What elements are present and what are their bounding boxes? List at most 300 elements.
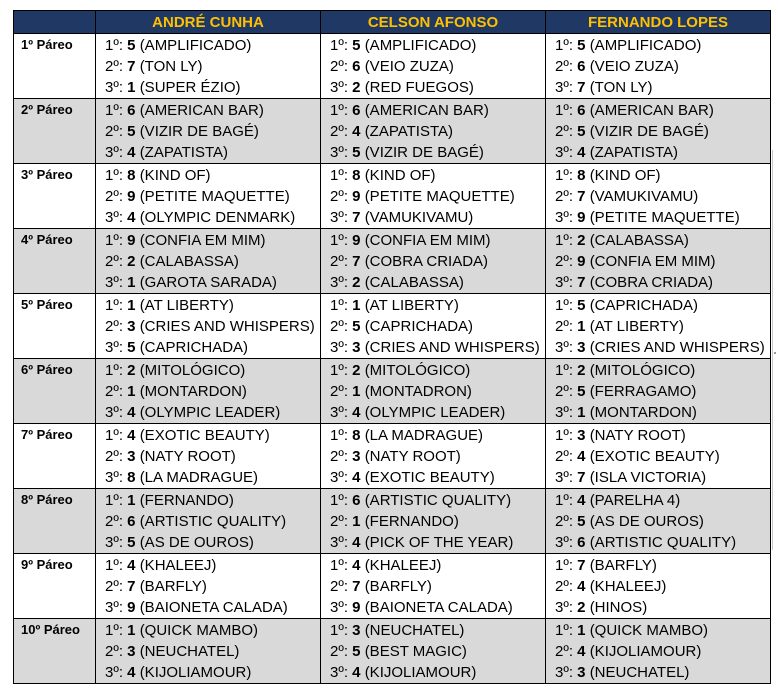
pick-position: 2º: — [330, 253, 348, 270]
horse-name: (PETITE MAQUETTE) — [364, 188, 515, 205]
horse-name: (EXOTIC BEAUTY) — [139, 427, 270, 444]
horse-name: (OLYMPIC LEADER) — [364, 404, 506, 421]
race-row — [14, 294, 771, 359]
pick-position: 3º: — [330, 144, 348, 161]
horse-name: (CRIES AND WHISPERS) — [364, 339, 540, 356]
pick-position: 1º: — [555, 232, 573, 249]
horse-name: (MONTARDON) — [139, 383, 247, 400]
pick-line — [555, 620, 770, 641]
horse-number: 4 — [127, 427, 136, 444]
pick-cell — [96, 619, 321, 684]
pick-position: 1º: — [555, 167, 573, 184]
pick-position: 3º: — [555, 534, 573, 551]
horse-name: (AT LIBERTY) — [139, 297, 234, 314]
pick-line — [330, 467, 545, 488]
horse-number: 6 — [352, 492, 361, 509]
horse-number: 7 — [577, 274, 586, 291]
pick-position: 3º: — [330, 469, 348, 486]
pick-line — [105, 142, 320, 163]
pick-position: 2º: — [105, 123, 123, 140]
pick-line — [105, 467, 320, 488]
horse-number: 5 — [127, 123, 136, 140]
horse-number: 5 — [127, 534, 136, 551]
horse-name: (NEUCHATEL) — [139, 643, 240, 660]
pick-line — [330, 490, 545, 511]
pick-position: 3º: — [330, 79, 348, 96]
horse-name: (KHALEEJ) — [364, 557, 442, 574]
horse-number: 6 — [577, 58, 586, 75]
pick-position: 2º: — [555, 643, 573, 660]
horse-number: 1 — [127, 297, 136, 314]
horse-number: 2 — [577, 599, 586, 616]
horse-name: (VIZIR DE BAGÉ) — [589, 123, 709, 140]
pick-line — [330, 555, 545, 576]
pick-position: 3º: — [555, 599, 573, 616]
race-label: 8º Páreo — [14, 489, 96, 554]
horse-number: 3 — [577, 664, 586, 681]
horse-name: (KHALEEJ) — [139, 557, 217, 574]
pick-line — [330, 337, 545, 358]
pick-line — [330, 597, 545, 618]
pick-line — [330, 425, 545, 446]
horse-name: (PARELHA 4) — [589, 492, 681, 509]
horse-number: 4 — [352, 557, 361, 574]
horse-number: 9 — [127, 232, 136, 249]
horse-name: (CAPRICHADA) — [364, 318, 474, 335]
pick-position: 1º: — [105, 622, 123, 639]
pick-line — [555, 597, 770, 618]
pick-position: 2º: — [555, 513, 573, 530]
pick-position: 2º: — [105, 58, 123, 75]
pick-line — [555, 230, 770, 251]
pick-position: 2º: — [105, 578, 123, 595]
pick-position: 3º: — [330, 534, 348, 551]
pick-position: 3º: — [105, 469, 123, 486]
pick-position: 2º: — [330, 318, 348, 335]
pick-position: 2º: — [330, 383, 348, 400]
pick-position: 3º: — [105, 274, 123, 291]
race-row — [14, 424, 771, 489]
race-label: 7º Páreo — [14, 424, 96, 489]
horse-name: (VIZIR DE BAGÉ) — [364, 144, 484, 161]
horse-number: 1 — [352, 297, 361, 314]
pick-line — [105, 186, 320, 207]
pick-position: 1º: — [105, 37, 123, 54]
pick-line — [330, 77, 545, 98]
pick-line — [105, 35, 320, 56]
pick-line — [330, 316, 545, 337]
race-row — [14, 489, 771, 554]
horse-number: 8 — [352, 427, 361, 444]
horse-number: 4 — [127, 209, 136, 226]
horse-number: 1 — [127, 274, 136, 291]
pick-line — [555, 446, 770, 467]
pick-position: 3º: — [105, 209, 123, 226]
horse-number: 4 — [577, 144, 586, 161]
horse-number: 9 — [577, 253, 586, 270]
pick-position: 3º: — [105, 534, 123, 551]
pick-line — [555, 337, 770, 358]
pick-cell — [96, 229, 321, 294]
horse-name: (BAIONETA CALADA) — [364, 599, 513, 616]
pick-line — [105, 165, 320, 186]
horse-name: (CALABASSA) — [139, 253, 239, 270]
pick-position: 1º: — [330, 102, 348, 119]
pick-line — [105, 77, 320, 98]
horse-number: 4 — [352, 404, 361, 421]
horse-name: (KIND OF) — [589, 167, 661, 184]
horse-number: 4 — [127, 404, 136, 421]
horse-number: 8 — [352, 167, 361, 184]
pick-position: 2º: — [105, 513, 123, 530]
horse-number: 4 — [352, 534, 361, 551]
pick-line — [105, 337, 320, 358]
race-label: 10º Páreo — [14, 619, 96, 684]
pick-line — [555, 77, 770, 98]
horse-number: 4 — [352, 469, 361, 486]
pick-position: 2º: — [330, 123, 348, 140]
pick-line — [105, 532, 320, 553]
pick-line — [330, 35, 545, 56]
pick-position: 1º: — [330, 427, 348, 444]
pick-position: 3º: — [555, 404, 573, 421]
horse-name: (CRIES AND WHISPERS) — [589, 339, 765, 356]
horse-name: (BARFLY) — [139, 578, 207, 595]
pick-position: 1º: — [330, 557, 348, 574]
horse-number: 7 — [577, 79, 586, 96]
horse-name: (VEIO ZUZA) — [589, 58, 679, 75]
pick-line — [330, 165, 545, 186]
horse-number: 6 — [127, 513, 136, 530]
pick-line — [105, 425, 320, 446]
pick-line — [330, 186, 545, 207]
tips-table — [13, 10, 771, 684]
race-row — [14, 554, 771, 619]
pick-cell — [321, 294, 546, 359]
pick-position: 1º: — [330, 167, 348, 184]
pick-position: 3º: — [555, 664, 573, 681]
pick-position: 1º: — [330, 622, 348, 639]
horse-name: (CRIES AND WHISPERS) — [139, 318, 315, 335]
horse-number: 4 — [127, 664, 136, 681]
horse-name: (ZAPATISTA) — [364, 123, 454, 140]
race-row — [14, 34, 771, 99]
pick-cell — [96, 99, 321, 164]
pick-position: 1º: — [105, 557, 123, 574]
horse-name: (CALABASSA) — [589, 232, 689, 249]
horse-name: (QUICK MAMBO) — [589, 622, 709, 639]
pick-cell — [321, 34, 546, 99]
horse-number: 5 — [127, 37, 136, 54]
horse-name: (CONFIA EM MIM) — [589, 253, 716, 270]
race-label: 3º Páreo — [14, 164, 96, 229]
horse-name: (COBRA CRIADA) — [589, 274, 714, 291]
horse-name: (MONTARDON) — [589, 404, 697, 421]
tips-table-container — [13, 10, 771, 684]
pick-position: 1º: — [330, 232, 348, 249]
horse-number: 2 — [577, 362, 586, 379]
horse-number: 1 — [127, 492, 136, 509]
race-row — [14, 229, 771, 294]
pick-cell — [96, 554, 321, 619]
pick-line — [330, 620, 545, 641]
horse-name: (EXOTIC BEAUTY) — [364, 469, 495, 486]
horse-number: 1 — [352, 383, 361, 400]
pick-cell — [96, 294, 321, 359]
pick-line — [105, 121, 320, 142]
pick-line — [105, 272, 320, 293]
pick-cell — [321, 229, 546, 294]
horse-name: (AMERICAN BAR) — [364, 102, 489, 119]
horse-number: 2 — [352, 79, 361, 96]
horse-number: 7 — [352, 253, 361, 270]
horse-name: (VIZIR DE BAGÉ) — [139, 123, 259, 140]
pick-line — [555, 467, 770, 488]
horse-number: 1 — [127, 383, 136, 400]
horse-number: 2 — [127, 253, 136, 270]
pick-position: 1º: — [330, 362, 348, 379]
pick-position: 1º: — [555, 622, 573, 639]
pick-position: 3º: — [555, 274, 573, 291]
pick-line — [330, 641, 545, 662]
horse-name: (LA MADRAGUE) — [139, 469, 259, 486]
horse-name: (AMPLIFICADO) — [364, 37, 477, 54]
pick-position: 2º: — [330, 58, 348, 75]
horse-number: 4 — [577, 492, 586, 509]
horse-number: 5 — [577, 297, 586, 314]
horse-name: (KIND OF) — [364, 167, 436, 184]
pick-position: 2º: — [105, 643, 123, 660]
pick-position: 2º: — [330, 188, 348, 205]
pick-line — [555, 35, 770, 56]
horse-number: 1 — [577, 404, 586, 421]
pick-line — [555, 316, 770, 337]
pick-line — [330, 662, 545, 683]
race-label: 2º Páreo — [14, 99, 96, 164]
pick-position: 1º: — [105, 297, 123, 314]
pick-cell — [321, 99, 546, 164]
pick-position: 2º: — [555, 318, 573, 335]
horse-name: (COBRA CRIADA) — [364, 253, 489, 270]
horse-number: 4 — [577, 448, 586, 465]
pick-position: 2º: — [555, 383, 573, 400]
horse-number: 7 — [577, 557, 586, 574]
race-label: 9º Páreo — [14, 554, 96, 619]
pick-cell — [546, 554, 771, 619]
pick-line — [330, 446, 545, 467]
pick-position: 2º: — [105, 253, 123, 270]
pick-line — [330, 230, 545, 251]
horse-number: 4 — [127, 557, 136, 574]
horse-number: 2 — [577, 232, 586, 249]
horse-name: (NATY ROOT) — [364, 448, 461, 465]
horse-number: 4 — [577, 643, 586, 660]
pick-line — [330, 121, 545, 142]
pick-position: 2º: — [330, 448, 348, 465]
pick-line — [555, 576, 770, 597]
horse-number: 7 — [577, 469, 586, 486]
horse-number: 6 — [577, 102, 586, 119]
horse-number: 1 — [577, 318, 586, 335]
pick-cell — [96, 359, 321, 424]
pick-cell — [546, 164, 771, 229]
horse-number: 7 — [127, 58, 136, 75]
pick-line — [105, 555, 320, 576]
horse-name: (FERNANDO) — [364, 513, 459, 530]
pick-position: 1º: — [330, 492, 348, 509]
pick-position: 2º: — [330, 513, 348, 530]
pick-line — [105, 490, 320, 511]
pick-line — [105, 511, 320, 532]
pick-line — [105, 251, 320, 272]
horse-name: (ARTISTIC QUALITY) — [364, 492, 512, 509]
horse-name: (AMPLIFICADO) — [139, 37, 252, 54]
pick-line — [555, 56, 770, 77]
pick-line — [555, 532, 770, 553]
horse-name: (AT LIBERTY) — [589, 318, 684, 335]
pick-line — [330, 56, 545, 77]
horse-name: (VAMUKIVAMU) — [364, 209, 474, 226]
horse-name: (ZAPATISTA) — [139, 144, 229, 161]
pick-position: 3º: — [105, 79, 123, 96]
horse-name: (KIJOLIAMOUR) — [589, 643, 702, 660]
horse-number: 6 — [127, 102, 136, 119]
horse-name: (KHALEEJ) — [589, 578, 667, 595]
pick-position: 3º: — [555, 79, 573, 96]
pick-position: 3º: — [105, 339, 123, 356]
horse-number: 9 — [127, 188, 136, 205]
race-row — [14, 164, 771, 229]
horse-name: (CONFIA EM MIM) — [139, 232, 266, 249]
horse-number: 9 — [352, 599, 361, 616]
pick-position: 3º: — [555, 469, 573, 486]
pick-line — [105, 316, 320, 337]
pick-position: 1º: — [105, 167, 123, 184]
pick-position: 3º: — [105, 404, 123, 421]
pick-line — [330, 207, 545, 228]
pick-position: 3º: — [555, 144, 573, 161]
pick-position: 3º: — [330, 209, 348, 226]
horse-number: 9 — [577, 209, 586, 226]
horse-name: (TON LY) — [139, 58, 203, 75]
header-corner — [14, 11, 96, 34]
pick-position: 1º: — [105, 102, 123, 119]
pick-line — [105, 597, 320, 618]
pick-position: 1º: — [105, 427, 123, 444]
pick-line — [555, 251, 770, 272]
horse-number: 2 — [352, 362, 361, 379]
pick-line — [330, 295, 545, 316]
horse-number: 8 — [127, 469, 136, 486]
pick-position: 1º: — [555, 102, 573, 119]
pick-cell — [546, 294, 771, 359]
pick-line — [555, 360, 770, 381]
pick-line — [105, 402, 320, 423]
scrollbar-edge — [772, 150, 773, 550]
horse-name: (BAIONETA CALADA) — [139, 599, 288, 616]
horse-number: 5 — [352, 643, 361, 660]
pick-position: 2º: — [105, 318, 123, 335]
pick-line — [555, 662, 770, 683]
horse-name: (NEUCHATEL) — [589, 664, 690, 681]
horse-name: (PETITE MAQUETTE) — [139, 188, 290, 205]
pick-cell — [321, 554, 546, 619]
pick-position: 1º: — [330, 297, 348, 314]
pick-line — [105, 295, 320, 316]
horse-number: 6 — [352, 58, 361, 75]
pick-line — [105, 576, 320, 597]
pick-position: 2º: — [555, 448, 573, 465]
horse-name: (BARFLY) — [364, 578, 432, 595]
horse-number: 3 — [577, 339, 586, 356]
horse-number: 1 — [577, 622, 586, 639]
pick-line — [555, 555, 770, 576]
pick-cell — [546, 99, 771, 164]
pick-cell — [546, 424, 771, 489]
horse-name: (RED FUEGOS) — [364, 79, 474, 96]
pick-position: 3º: — [555, 209, 573, 226]
pick-line — [105, 381, 320, 402]
pick-line — [555, 641, 770, 662]
horse-number: 6 — [352, 102, 361, 119]
horse-name: (LA MADRAGUE) — [364, 427, 484, 444]
horse-name: (PICK OF THE YEAR) — [364, 534, 514, 551]
pick-line — [555, 381, 770, 402]
horse-name: (KIJOLIAMOUR) — [364, 664, 477, 681]
horse-number: 1 — [127, 79, 136, 96]
pick-position: 1º: — [105, 492, 123, 509]
race-row — [14, 359, 771, 424]
horse-number: 5 — [577, 123, 586, 140]
horse-name: (CAPRICHADA) — [589, 297, 699, 314]
horse-name: (HINOS) — [589, 599, 648, 616]
race-label: 5º Páreo — [14, 294, 96, 359]
pick-line — [555, 121, 770, 142]
horse-number: 5 — [577, 383, 586, 400]
pick-line — [555, 165, 770, 186]
horse-name: (AMERICAN BAR) — [589, 102, 714, 119]
horse-name: (VAMUKIVAMU) — [589, 188, 699, 205]
horse-name: (PETITE MAQUETTE) — [589, 209, 740, 226]
horse-name: (MITOLÓGICO) — [139, 362, 246, 379]
pick-line — [330, 511, 545, 532]
pick-position: 1º: — [555, 557, 573, 574]
header-fernando-lopes: FERNANDO LOPES — [546, 11, 771, 34]
horse-name: (QUICK MAMBO) — [139, 622, 259, 639]
pick-cell — [321, 489, 546, 554]
pick-line — [105, 230, 320, 251]
pick-position: 1º: — [555, 297, 573, 314]
horse-name: (NEUCHATEL) — [364, 622, 465, 639]
pick-position: 2º: — [555, 578, 573, 595]
horse-number: 4 — [127, 144, 136, 161]
horse-name: (NATY ROOT) — [139, 448, 236, 465]
pick-position: 2º: — [555, 188, 573, 205]
pick-position: 3º: — [105, 599, 123, 616]
pick-line — [105, 56, 320, 77]
pick-line — [330, 381, 545, 402]
horse-number: 3 — [577, 427, 586, 444]
pick-line — [105, 446, 320, 467]
horse-number: 4 — [352, 123, 361, 140]
horse-number: 4 — [352, 664, 361, 681]
pick-line — [330, 402, 545, 423]
horse-number: 5 — [352, 144, 361, 161]
horse-name: (BEST MAGIC) — [364, 643, 467, 660]
pick-cell — [96, 34, 321, 99]
horse-number: 3 — [352, 622, 361, 639]
pick-position: 3º: — [330, 599, 348, 616]
